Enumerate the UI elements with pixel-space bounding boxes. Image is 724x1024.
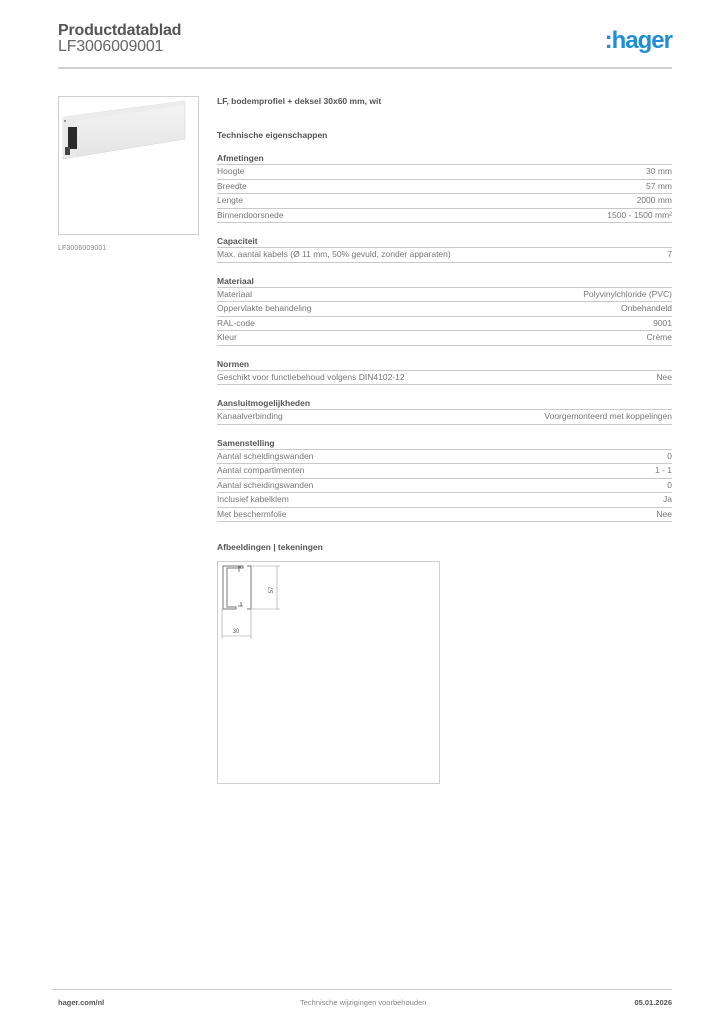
section-title: Materiaal	[217, 275, 672, 288]
footer-disclaimer: Technische wijzigingen voorbehouden	[300, 998, 427, 1007]
spec-row	[217, 464, 672, 479]
spec-label: Breedte	[217, 180, 247, 191]
spec-label: Aantal compartimenten	[217, 465, 305, 475]
section-title: Samenstelling	[217, 437, 672, 450]
spec-label: Kleur	[217, 332, 237, 342]
spec-row	[217, 302, 672, 317]
spec-label: Met beschermfolie	[217, 508, 287, 519]
footer-website: hager.com/nl	[58, 998, 105, 1007]
spec-row	[217, 508, 672, 523]
spec-row	[217, 410, 672, 425]
spec-label: Aantal scheidingswanden	[217, 450, 314, 461]
section-materiaal	[217, 275, 672, 346]
figures-title: Afbeeldingen | tekeningen	[217, 542, 323, 552]
spec-label: RAL-code	[217, 317, 255, 328]
section-capaciteit	[217, 235, 672, 263]
spec-value: Onbehandeld	[620, 303, 672, 313]
spec-value: Crème	[646, 332, 672, 342]
spec-value: 57 mm	[646, 180, 672, 191]
spec-row	[217, 493, 672, 508]
profile-drawing-icon	[218, 562, 439, 783]
spec-row	[217, 248, 672, 263]
spec-label: Lengte	[217, 195, 243, 205]
section-afmetingen	[217, 152, 672, 223]
product-image	[58, 96, 199, 235]
spec-row	[217, 209, 672, 224]
spec-label: Binnendoorsnede	[217, 209, 284, 220]
height-dimension-label: 57	[269, 586, 275, 594]
spec-value: Nee	[656, 371, 672, 382]
spec-value: Polyvinylchloride (PVC)	[583, 288, 672, 299]
spec-value: 0	[667, 450, 672, 461]
spec-row	[217, 479, 672, 494]
section-title: Normen	[217, 358, 672, 371]
spec-value: 9001	[653, 317, 672, 328]
product-specs	[217, 96, 672, 522]
spec-label: Geschikt voor functiebehoud volgens DIN4102-12	[217, 371, 405, 382]
spec-value: 1 - 1	[654, 465, 672, 475]
section-title: Capaciteit	[217, 235, 672, 248]
footer-date: 05.01.2026	[634, 998, 672, 1007]
spec-label: Max. aantal kabels (Ø 11 mm, 50% gevuld, zonder apparaten)	[217, 249, 451, 259]
section-title: Aansluitmogelijkheden	[217, 397, 672, 410]
product-image-caption: LF3006009001	[58, 245, 107, 252]
section-aansluitmogelijkheden	[217, 397, 672, 425]
document-title: Productdatablad	[58, 22, 182, 39]
product-code: LF3006009001	[58, 38, 164, 55]
tech-properties-title: Technische eigenschappen	[217, 130, 328, 140]
spec-label: Oppervlakte behandeling	[217, 303, 312, 313]
spec-value: 0	[667, 479, 672, 490]
cable-trunking-image	[59, 97, 198, 234]
spec-value: Voorgemonteerd met koppelingen	[544, 411, 672, 421]
product-description: LF, bodemprofiel + deksel 30x60 mm, wit	[217, 96, 382, 106]
hager-logo: :hager	[604, 27, 672, 54]
spec-value: Ja	[663, 494, 672, 504]
width-dimension-label: 30	[232, 629, 240, 635]
spec-row	[217, 450, 672, 465]
spec-label: Kanaalverbinding	[217, 411, 283, 421]
spec-label: Materiaal	[217, 288, 252, 299]
spec-row	[217, 194, 672, 209]
footer-divider	[52, 989, 672, 990]
spec-row	[217, 180, 672, 195]
spec-value: 30 mm	[646, 166, 672, 176]
spec-label: Inclusief kabelklem	[217, 494, 289, 504]
spec-value: 2000 mm	[636, 195, 672, 205]
spec-row	[217, 288, 672, 303]
section-normen	[217, 358, 672, 386]
spec-value: Nee	[656, 508, 672, 519]
header-divider	[58, 67, 672, 69]
section-title: Afmetingen	[217, 152, 672, 165]
spec-row	[217, 317, 672, 332]
spec-row	[217, 331, 672, 346]
technical-drawing	[217, 561, 440, 784]
section-samenstelling	[217, 437, 672, 523]
spec-row	[217, 165, 672, 180]
spec-label: Aantal scheidingswanden	[217, 479, 314, 490]
spec-row	[217, 371, 672, 386]
spec-label: Hoogte	[217, 166, 245, 176]
spec-value: 7	[667, 249, 672, 259]
spec-value: 1500 - 1500 mm²	[607, 209, 672, 220]
